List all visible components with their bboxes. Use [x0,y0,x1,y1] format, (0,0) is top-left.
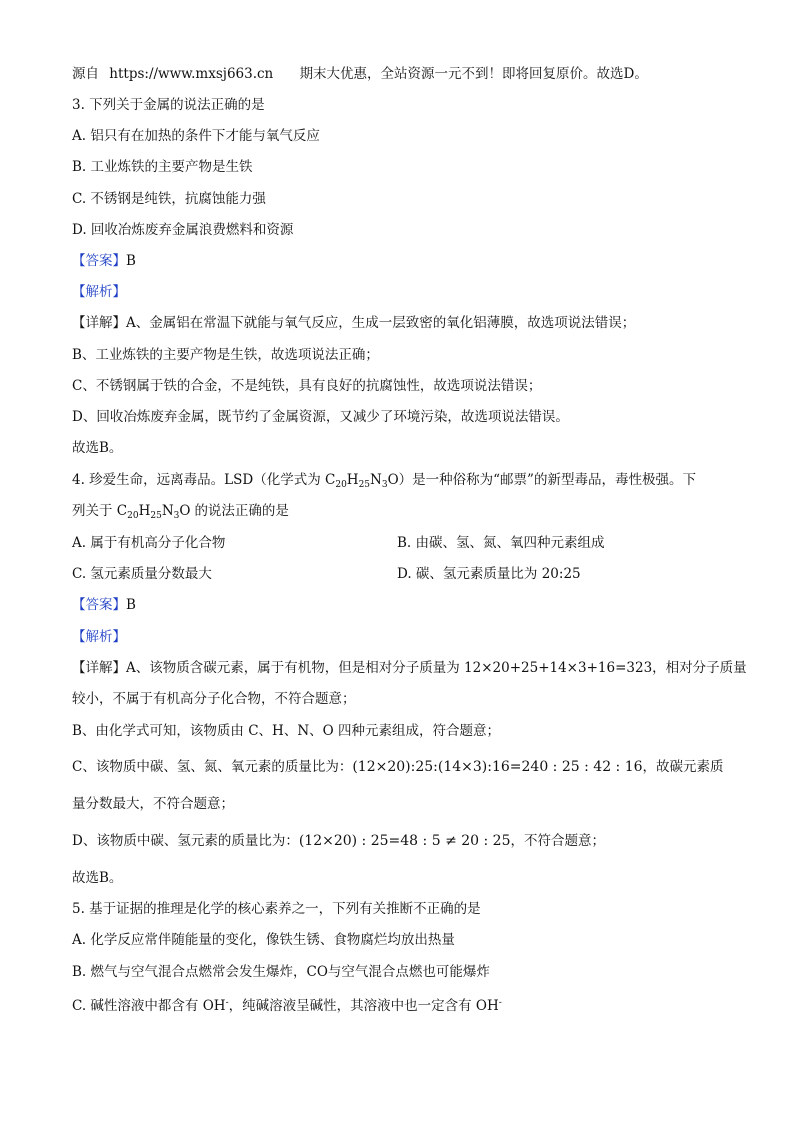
q4-stem-line-2 [72,502,289,525]
element-symbol: H [138,503,151,519]
q5-option-b: B. 燃气与空气混合点燃常会发生爆炸，CO与空气混合点燃也可能爆炸 [72,964,490,980]
subscript: 25 [358,480,371,490]
subscript: 20 [335,480,347,490]
stem-text: 的说法正确的是 [194,503,289,519]
detail-text: D、该物质中碳、氢元素的质量比为： [72,833,299,849]
q5-option-c [72,994,502,1015]
math-expression: (12×20):25:(14×3):16=240 : 25 : 42 : 16 [352,759,643,775]
detail-text: ，故碳元素质 [642,759,724,775]
q4-detail-2: B、由化学式可知，该物质由 C、H、N、O 四种元素组成，符合题意； [72,723,500,739]
source-url[interactable]: https://www.mxsj663.cn [109,66,274,82]
detail-text: A、该物质含碳元素，属于有机物，但是相对分子质量为 12×20+25+14×3+16=323，相对分子质量 [126,660,747,676]
answer-value: B [126,597,136,613]
q3-stem: 3. 下列关于金属的说法正确的是 [72,97,265,113]
subscript: 3 [173,511,180,521]
answer-tag: 【答案】 [72,597,126,613]
q4-answer [72,596,136,614]
stem-text: 列关于 C [72,503,128,519]
q4-option-b: B. 由碳、氢、氮、氧四种元素组成 [397,535,605,551]
source-line [72,65,648,83]
option-text: ，纯碱溶液呈碱性，其溶液中也一定含有 OH [228,998,499,1014]
q4-detail-3 [72,758,724,776]
element-symbol: O [179,503,191,519]
detail-tag: 【详解】 [72,660,126,676]
q5-option-a: A. 化学反应常伴随能量的变化，像铁生锈、食物腐烂均放出热量 [72,932,455,948]
subscript: 3 [381,480,388,490]
q3-option-a: A. 铝只有在加热的条件下才能与氧气反应 [72,128,320,144]
superscript: - [225,998,229,1008]
q3-detail-4: D、回收冶炼废弃金属，既节约了金属资源，又减少了环境污染，故选项说法错误。 [72,409,569,425]
q3-option-d: D. 回收冶炼废弃金属浪费燃料和资源 [72,222,294,238]
stem-text: ）是一种俗称为“邮票”的新型毒品，毒性极强。下 [398,472,696,488]
source-label: 源自 [72,66,99,82]
answer-value: B [126,253,136,269]
detail-text: ，不符合题意； [510,833,605,849]
q4-option-c: C. 氢元素质量分数最大 [72,566,212,582]
analysis-tag: 【解析】 [72,284,126,300]
q4-option-d: D. 碳、氢元素质量比为 20:25 [397,566,581,582]
detail-text: C、该物质中碳、氢、氮、氧元素的质量比为： [72,759,353,775]
q3-detail-3: C、不锈钢属于铁的合金，不是纯铁，具有良好的抗腐蚀性，故选项说法错误； [72,378,542,394]
q4-detail-4 [72,832,605,850]
subscript: 25 [150,511,162,521]
q5-stem: 5. 基于证据的推理是化学的核心素养之一，下列有关推断不正确的是 [72,901,481,917]
q3-conclusion: 故选B。 [72,440,123,456]
superscript: - [498,998,502,1008]
q3-analysis-tag [72,283,126,301]
element-symbol: O [387,472,399,488]
subscript: 20 [127,511,139,521]
math-expression: (12×20) : 25=48 : 5 ≠ 20 : 25 [298,833,511,849]
element-symbol: H [346,472,359,488]
q4-detail-3b: 量分数最大，不符合题意； [72,796,234,812]
option-text: C. 碱性溶液中都含有 OH [72,998,226,1014]
q4-option-a: A. 属于有机高分子化合物 [72,535,226,551]
detail-tag: 【详解】 [72,315,126,331]
q4-detail-1b: 较小，不属于有机高分子化合物，不符合题意； [72,691,356,707]
analysis-tag: 【解析】 [72,629,126,645]
q3-option-b: B. 工业炼铁的主要产物是生铁 [72,159,253,175]
q4-stem-line-1 [72,471,696,494]
element-symbol: N [370,472,382,488]
q4-detail-1 [72,659,747,677]
detail-text: A、金属铝在常温下就能与氧气反应，生成一层致密的氧化铝薄膜，故选项说法错误； [126,315,636,331]
stem-text: 4. 珍爱生命，远离毒品。LSD（化学式为 C [72,472,336,488]
q3-answer [72,252,136,270]
element-symbol: N [161,503,174,519]
answer-tag: 【答案】 [72,253,126,269]
q3-option-c: C. 不锈钢是纯铁，抗腐蚀能力强 [72,191,266,207]
q3-detail-1 [72,314,635,332]
promo-text: 期末大优惠，全站资源一元不到！即将回复原价。故选D。 [299,66,648,82]
q4-analysis-tag [72,628,126,646]
q3-detail-2: B、工业炼铁的主要产物是生铁，故选项说法正确； [72,347,379,363]
q4-conclusion: 故选B。 [72,870,123,886]
